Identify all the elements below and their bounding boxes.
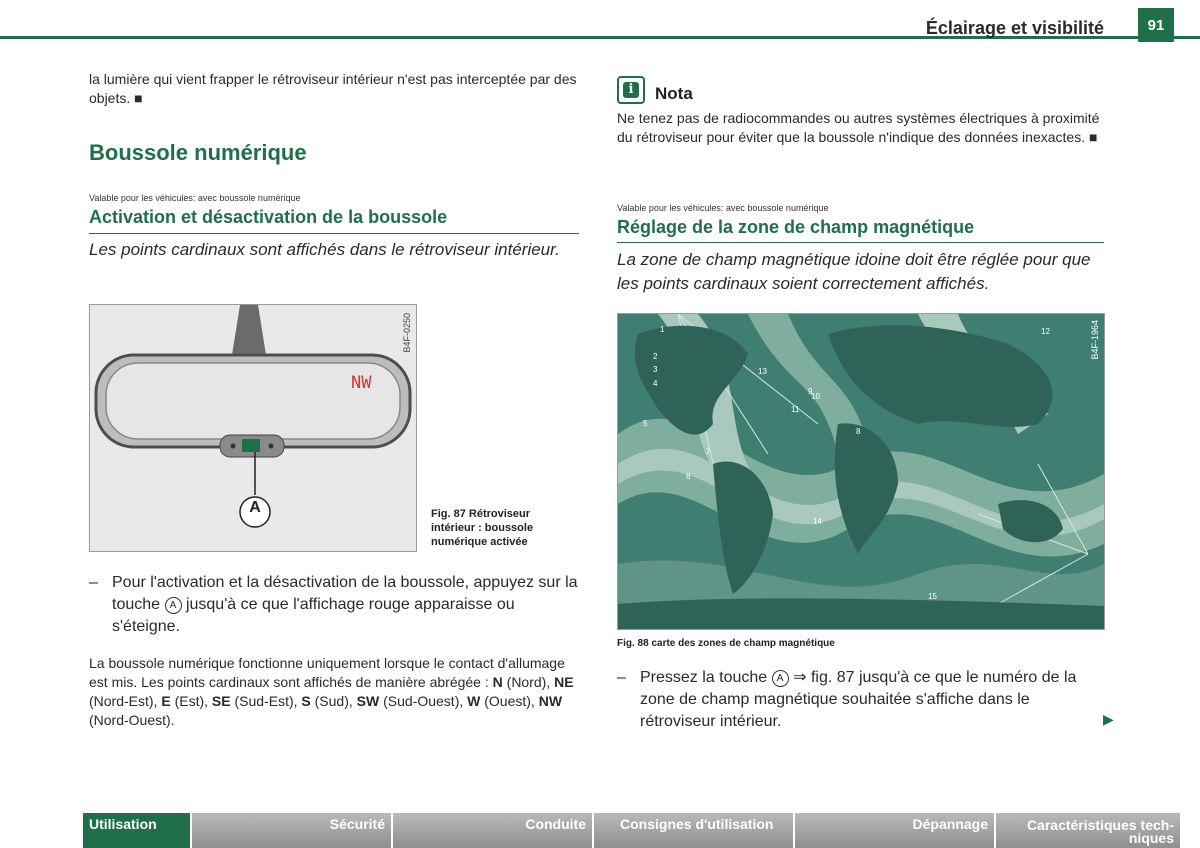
step-dash: – — [89, 574, 98, 591]
nota-text: Ne tenez pas de radiocommandes ou autres systèmes électriques à proximité du rétroviseur pour éviter que la boussole n'indique des données inexactes. ■ — [617, 110, 1100, 145]
zone-label-6: 6 — [686, 472, 691, 481]
zone-label-10: 10 — [811, 392, 820, 401]
zone-label-5: 5 — [643, 419, 648, 428]
zone-label-1: 1 — [660, 325, 665, 334]
nav-tab-depannage[interactable]: Dépannage — [795, 813, 994, 848]
activation-step: Pour l'activation et la désactivation de la boussole, appuyez sur la touche A jusqu'à ce que l'affichage rouge apparaisse ou s'éteigne. — [112, 574, 578, 635]
lead-text: Les points cardinaux sont affichés dans le rétroviseur intérieur. — [89, 240, 560, 259]
nav-tab-conduite[interactable]: Conduite — [393, 813, 592, 848]
figure-code: B4F-0250 — [402, 313, 412, 353]
chapter-title: Éclairage et visibilité — [925, 18, 1104, 38]
zone-label-11: 11 — [791, 405, 800, 414]
figure-87-caption: Fig. 87 Rétroviseur intérieur : boussole numérique activée — [431, 508, 534, 548]
validity-note-right: Valable pour les véhicules: avec boussole numérique — [617, 203, 829, 213]
zone-label-15: 15 — [928, 592, 937, 601]
subsection-title-right: Réglage de la zone de champ magnétique — [617, 217, 975, 237]
power-button — [242, 439, 260, 452]
callout-letter: A — [249, 499, 261, 516]
zone-label-9: 9 — [808, 387, 813, 396]
zone-setting-step: Pressez la touche A ⇒ fig. 87 jusqu'à ce que le numéro de la zone de champ magnétique souhaitée s'affiche dans le rétroviseur intérieur. — [640, 669, 1077, 730]
nav-tab-utilisation[interactable]: Utilisation — [83, 813, 190, 848]
section-title: Boussole numérique — [89, 140, 307, 165]
key-a-symbol: A — [165, 597, 182, 614]
step-dash-right: – — [617, 669, 626, 686]
zone-label-13: 13 — [758, 367, 767, 376]
header-rule-tail — [1174, 36, 1200, 39]
subsection-rule — [89, 233, 579, 234]
mirror-stem — [232, 305, 266, 355]
zone-label-8: 8 — [856, 427, 861, 436]
zone-label-7: 7 — [706, 447, 711, 456]
cardinal-points-paragraph: La boussole numérique fonctionne uniquement lorsque le contact d'allumage est mis. Les points cardinaux sont affichés de manière abrégée : N (Nord), NE (Nord-Est), E (Est), SE (Sud-Est), S (Sud), SW (Sud-Ouest), W (Ouest), NW (Nord-Ouest). — [89, 655, 574, 728]
validity-note: Valable pour les véhicules: avec boussole numérique — [89, 193, 301, 203]
subsection-title: Activation et désactivation de la boussole — [89, 207, 448, 227]
intro-text: la lumière qui vient frapper le rétroviseur intérieur n'est pas interceptée par des objets. ■ — [89, 71, 577, 106]
page-number: 91 — [1138, 8, 1174, 42]
map-code: B4F-1964 — [1090, 320, 1100, 360]
lead-text-right: La zone de champ magnétique idoine doit être réglée pour que les points cardinaux soient correctement affichés. — [617, 250, 1091, 293]
zone-label-2: 2 — [653, 352, 658, 361]
compass-display: NW — [351, 373, 372, 393]
zone-label-4: 4 — [653, 379, 658, 388]
zone-label-14: 14 — [813, 517, 822, 526]
info-icon: i — [617, 76, 645, 104]
nota-title: Nota — [655, 84, 693, 103]
nav-tab-caracteristiques[interactable]: Caractéristiques tech- niques — [996, 813, 1180, 848]
continue-arrow-icon: ▶ — [1103, 711, 1114, 727]
figure-88-caption: Fig. 88 carte des zones de champ magnétique — [617, 638, 835, 649]
magnetic-zone-map — [617, 313, 1105, 630]
map-illustration — [618, 314, 1104, 629]
nav-tab-securite[interactable]: Sécurité — [192, 813, 391, 848]
subsection-rule-right — [617, 242, 1104, 243]
zone-label-3: 3 — [653, 365, 658, 374]
mirror-figure — [89, 304, 417, 552]
key-a-symbol-right: A — [772, 670, 789, 687]
zone-label-12: 12 — [1041, 327, 1050, 336]
nav-tab-consignes[interactable]: Consignes d'utilisation — [594, 813, 793, 848]
